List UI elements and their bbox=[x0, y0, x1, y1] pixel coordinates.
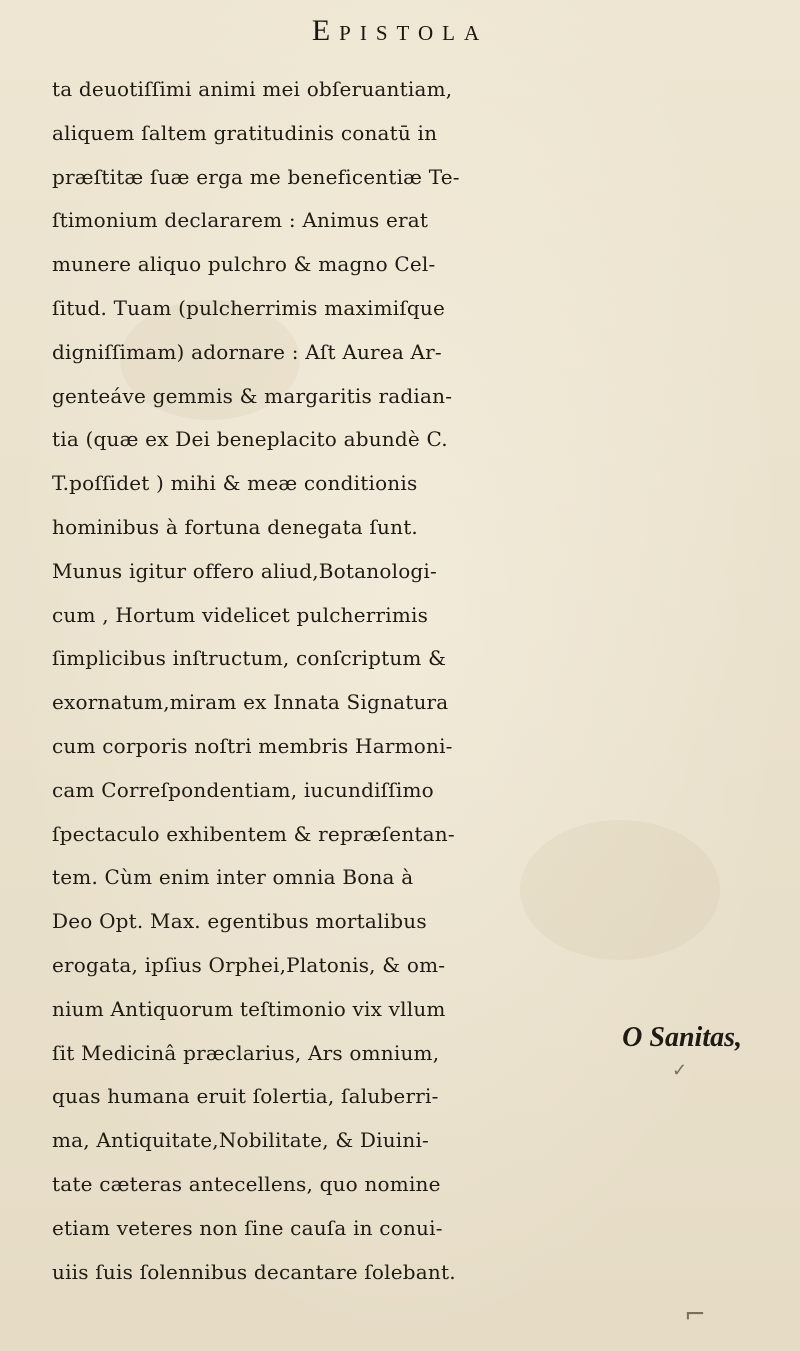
text-line: ta deuotiſſimi animi mei obſeruantiam, bbox=[52, 77, 453, 101]
running-head: Epistola bbox=[311, 14, 489, 47]
text-line: cum corporis noſtri membris Harmoni- bbox=[52, 733, 453, 758]
text-line: munere aliquo pulchro & magno Cel- bbox=[52, 252, 436, 277]
ink-mark: ⌐ bbox=[684, 1300, 706, 1330]
text-line: hominibus à fortuna denegata ſunt. bbox=[52, 514, 418, 539]
text-line: quas humana eruit ſolertia, ſaluberri- bbox=[52, 1084, 439, 1109]
text-line: tate cæteras antecellens, quo nomine bbox=[52, 1171, 441, 1196]
text-line: nium Antiquorum teſtimonio vix vllum bbox=[52, 996, 446, 1021]
text-line: tem. Cùm enim inter omnia Bona à bbox=[52, 865, 414, 890]
text-line: T.poſſidet ) mihi & meæ conditionis bbox=[52, 471, 418, 496]
text-line: uiis ſuis ſolennibus decantare ſolebant. bbox=[52, 1259, 456, 1284]
ink-mark: ✓ bbox=[672, 1060, 688, 1081]
text-line: ſtimonium declararem : Animus erat bbox=[52, 208, 429, 233]
text-line: Munus igitur offero aliud,Botanologi- bbox=[52, 558, 437, 583]
catchword: O Sanitas, bbox=[622, 1022, 742, 1053]
body-text bbox=[52, 68, 772, 1294]
text-line: ma, Antiquitate,Nobilitate, & Diuini- bbox=[52, 1128, 430, 1153]
text-line: ſitud. Tuam (pulcherrimis maximiſque bbox=[52, 295, 446, 320]
text-line: Deo Opt. Max. egentibus mortalibus bbox=[52, 909, 427, 934]
text-line: tia (quæ ex Dei beneplacito abundè C. bbox=[52, 427, 448, 452]
text-line: aliquem ſaltem gratitudinis conatū in bbox=[52, 120, 438, 145]
text-line: genteáve gemmis & margaritis radian- bbox=[52, 383, 453, 408]
text-line: erogata, ipſius Orphei,Platonis, & om- bbox=[52, 952, 446, 977]
text-line: ſimplicibus inſtructum, conſcriptum & bbox=[52, 646, 447, 671]
text-line: ſit Medicinâ præclarius, Ars omnium, bbox=[52, 1040, 440, 1065]
text-line: cam Correſpondentiam, iucundiſſimo bbox=[52, 777, 434, 802]
text-line: exornatum,miram ex Innata Signatura bbox=[52, 690, 449, 715]
text-line: ſpectaculo exhibentem & repræſentan- bbox=[52, 821, 455, 846]
text-line: etiam veteres non ſine cauſa in conui- bbox=[52, 1215, 443, 1240]
text-line: digniſſimam) adornare : Aſt Aurea Ar- bbox=[52, 339, 442, 364]
text-line: cum , Hortum videlicet pulcherrimis bbox=[52, 602, 429, 627]
text-line: præſtitæ ſuæ erga me beneficentiæ Te- bbox=[52, 164, 460, 189]
